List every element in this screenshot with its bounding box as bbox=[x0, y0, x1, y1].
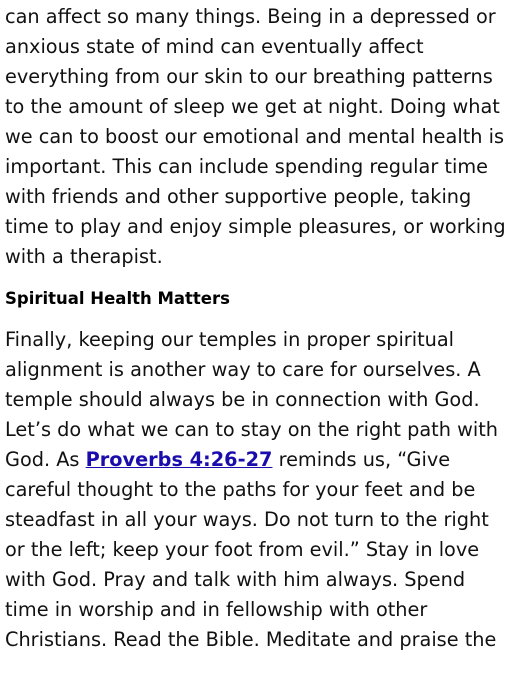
paragraph-line: temple should always be in connection with God. bbox=[5, 388, 480, 411]
paragraph-line: careful thought to the paths for your feet and be bbox=[5, 478, 476, 501]
paragraph-line: time to play and enjoy simple pleasures, or working bbox=[5, 215, 506, 238]
section-heading: Spiritual Health Matters bbox=[5, 289, 230, 308]
paragraph-line: everything from our skin to our breathing patterns bbox=[5, 65, 493, 88]
paragraph-line: Let’s do what we can to stay on the right path with bbox=[5, 418, 498, 441]
spiritual-health-paragraph bbox=[5, 325, 521, 655]
paragraph-line: with a therapist. bbox=[5, 245, 163, 268]
article-body bbox=[5, 0, 521, 655]
paragraph-line: we can to boost our emotional and mental health is bbox=[5, 125, 505, 148]
paragraph-line: important. This can include spending regular time bbox=[5, 155, 488, 178]
paragraph-line: anxious state of mind can eventually affect bbox=[5, 35, 424, 58]
paragraph-line: can affect so many things. Being in a depressed or bbox=[5, 5, 496, 28]
paragraph-line: steadfast in all your ways. Do not turn to the right bbox=[5, 508, 489, 531]
paragraph-line: or the left; keep your foot from evil.” Stay in love bbox=[5, 538, 480, 561]
link-line-suffix: reminds us, “Give bbox=[272, 448, 451, 471]
paragraph-line: alignment is another way to care for ourselves. A bbox=[5, 358, 481, 381]
paragraph-line: with God. Pray and talk with him always. Spend bbox=[5, 568, 466, 591]
scripture-reference-link[interactable]: Proverbs 4:26-27 bbox=[85, 448, 273, 471]
paragraph-line-with-link bbox=[5, 445, 521, 475]
paragraph-line: Christians. Read the Bible. Meditate and praise the bbox=[5, 628, 497, 651]
paragraph-line: time in worship and in fellowship with other bbox=[5, 598, 428, 621]
link-line-prefix: God. As bbox=[5, 448, 86, 471]
paragraph-line: Finally, keeping our temples in proper spiritual bbox=[5, 328, 455, 351]
paragraph-line: with friends and other supportive people, taking bbox=[5, 185, 472, 208]
emotional-health-paragraph bbox=[5, 2, 521, 272]
paragraph-line: to the amount of sleep we get at night. Doing what bbox=[5, 95, 500, 118]
